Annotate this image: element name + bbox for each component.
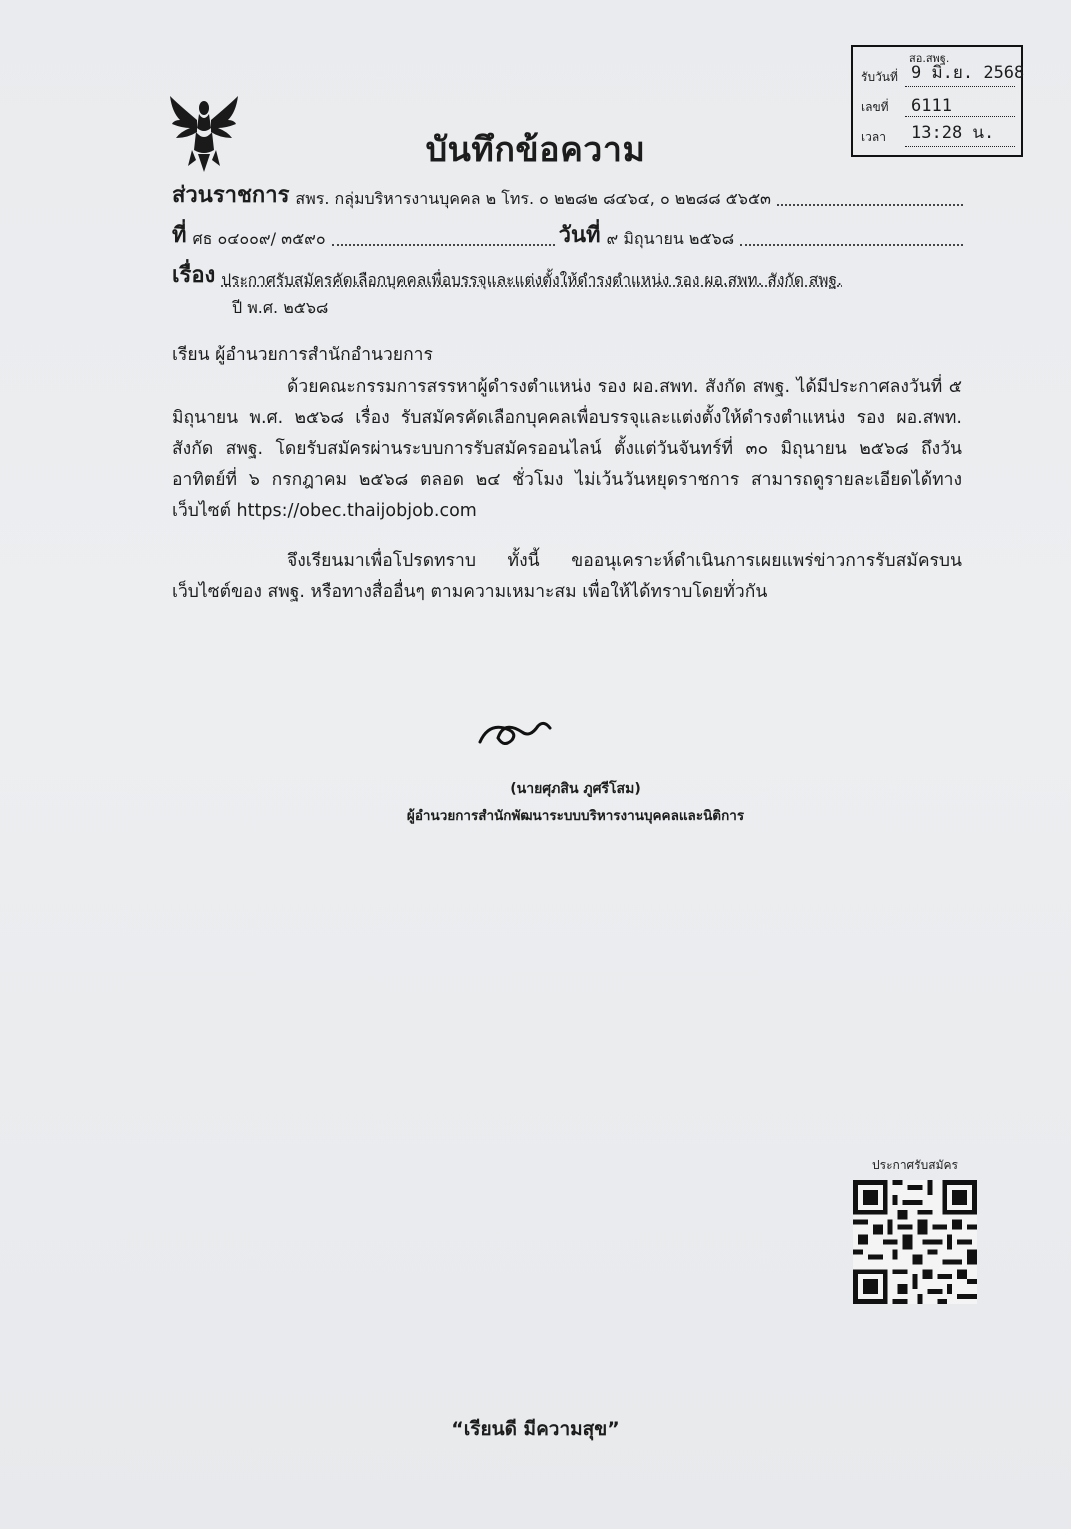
signatory-position: ผู้อำนวยการสำนักพัฒนาระบบบริหารงานบุคคลและนิติการ bbox=[406, 808, 745, 824]
stamp-org: สอ.สพฐ. bbox=[909, 52, 950, 65]
subject-value: ประกาศรับสมัครคัดเลือกบุคคลเพื่อบรรจุและแต่งตั้งให้ดำรงตำแหน่ง รอง ผอ.สพท. สังกัด สพฐ. bbox=[221, 271, 842, 289]
document-title: บันทึกข้อความ bbox=[425, 130, 646, 170]
stamp-date-label: รับวันที่ bbox=[861, 70, 898, 84]
body-paragraph-1: ด้วยคณะกรรมการสรรหาผู้ดำรงตำแหน่ง รอง ผอ.สพท. สังกัด สพฐ. ได้มีประกาศลงวันที่ ๕ มิถุนายน พ.ศ. ๒๕๖๘ เรื่อง รับสมัครคัดเลือกบุคคลเพื่อบรรจุและแต่งตั้งให้ดำรงตำแหน่ง รอง ผอ.สพท. สังกัด สพฐ. โดยรับสมัครผ่านระบบการรับสมัครออนไลน์ ตั้งแต่วันจันทร์ที่ ๓๐ มิถุนายน ๒๕๖๘ ถึงวันอาทิตย์ที่ ๖ กรกฎาคม ๒๕๖๘ ตลอด ๒๔ ชั่วโมง ไม่เว้นวันหยุดราชการ สามารถดูรายละเอียดได้ทางเว็บไซต์ https://obec.thaijobjob.com bbox=[172, 377, 962, 521]
signatory-name: (นายศุภสิน ภูศรีโสม) bbox=[510, 781, 641, 797]
stamp-date-value: 9 มิ.ย. 2568 bbox=[905, 59, 1015, 87]
stamp-number-label: เลขที่ bbox=[861, 100, 889, 114]
agency-label: ส่วนราชการ bbox=[172, 183, 290, 208]
body-paragraph-2: จึงเรียนมาเพื่อโปรดทราบ ทั้งนี้ ขออนุเคราะห์ดำเนินการเผยแพร่ข่าวการรับสมัครบนเว็บไซต์ของ สพฐ. หรือทางสื่ออื่นๆ ตามความเหมาะสม เพื่อให้ได้ทราบโดยทั่วกัน bbox=[172, 551, 962, 602]
received-stamp bbox=[851, 45, 1023, 157]
footer-slogan: “เรียนดี มีความสุข” bbox=[451, 1418, 620, 1440]
salutation: เรียน ผู้อำนวยการสำนักอำนวยการ bbox=[172, 345, 433, 365]
qr-code-icon[interactable] bbox=[852, 1180, 978, 1304]
stamp-number-row bbox=[861, 93, 1015, 119]
agency-value: สพร. กลุ่มบริหารงานบุคคล ๒ โทร. ๐ ๒๒๘๒ ๘๔๖๔, ๐ ๒๒๘๘ ๕๖๕๓ bbox=[295, 189, 771, 208]
stamp-number-value: 6111 bbox=[905, 96, 1015, 117]
stamp-date-row bbox=[861, 63, 1025, 89]
subject-year: ปี พ.ศ. ๒๕๖๘ bbox=[232, 298, 329, 317]
date-value: ๙ มิถุนายน ๒๕๖๘ bbox=[606, 229, 735, 248]
agency-dotted-line bbox=[777, 204, 963, 206]
reference-dotted-line bbox=[332, 244, 555, 246]
date-label: วันที่ bbox=[558, 223, 601, 248]
reference-field bbox=[172, 216, 963, 252]
reference-label: ที่ bbox=[172, 223, 187, 248]
subject-field bbox=[172, 256, 963, 292]
handwritten-signature-icon bbox=[474, 714, 564, 754]
subject-label: เรื่อง bbox=[172, 263, 216, 288]
stamp-time-row bbox=[861, 123, 1015, 149]
agency-field bbox=[172, 176, 963, 212]
qr-caption: ประกาศรับสมัคร bbox=[872, 1158, 958, 1172]
stamp-time-value: 13:28 น. bbox=[905, 119, 1015, 147]
stamp-time-label: เวลา bbox=[861, 130, 886, 144]
date-dotted-line bbox=[740, 244, 963, 246]
reference-value: ศธ ๐๔๐๐๙/ ๓๕๙๐ bbox=[192, 229, 326, 248]
